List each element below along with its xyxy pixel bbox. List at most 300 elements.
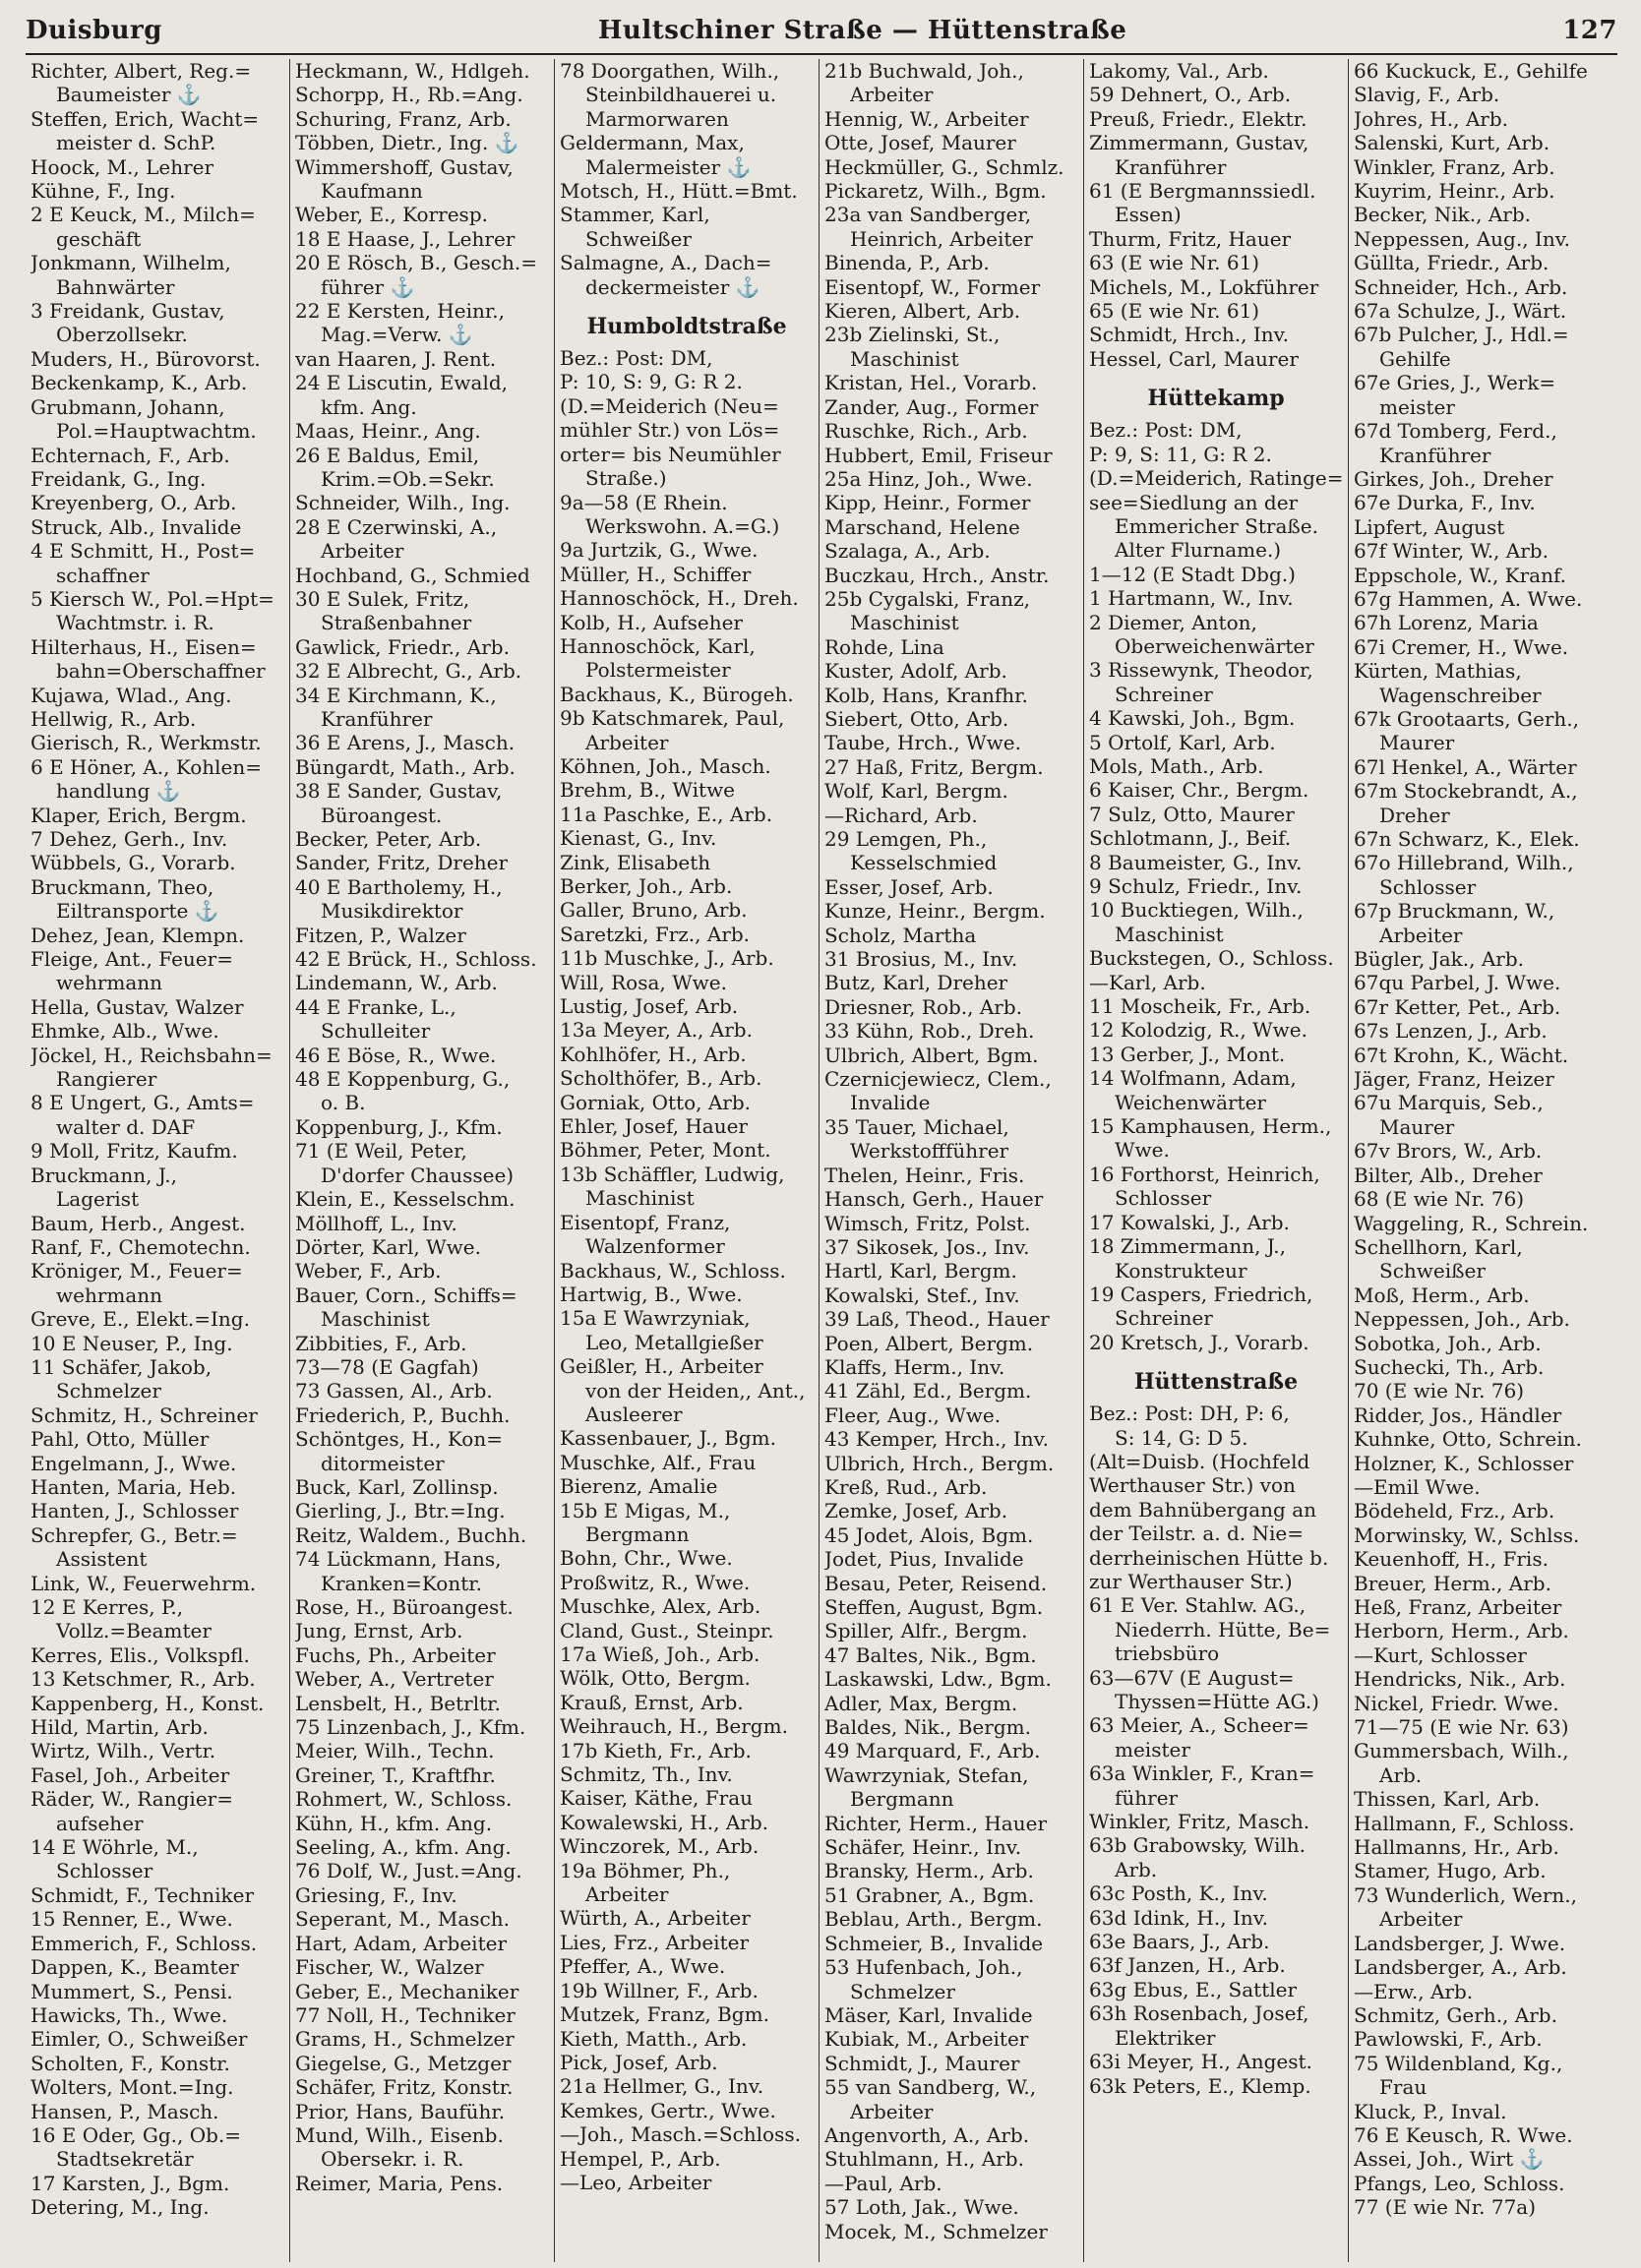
resident-entry: Stamer, Hugo, Arb. xyxy=(1354,1859,1547,1883)
resident-entry: Kühne, F., Ing. xyxy=(30,179,176,204)
resident-entry: Motsch, H., Hütt.=Bmt. xyxy=(560,179,798,204)
resident-entry: 7 Dehez, Gerh., Inv. xyxy=(30,827,228,851)
entry-continuation: Schreiner xyxy=(1115,682,1213,706)
entry-continuation: Stadtsekretär xyxy=(56,2147,194,2172)
resident-entry: Mocek, M., Schmelzer xyxy=(824,2219,1048,2243)
resident-entry: 67g Hammen, A. Wwe. xyxy=(1354,586,1583,611)
resident-entry: Schorpp, H., Rb.=Ang. xyxy=(295,83,523,107)
entry-continuation: walter d. DAF xyxy=(56,1114,196,1139)
page-number: 127 xyxy=(1562,16,1617,45)
resident-entry: Szalaga, A., Arb. xyxy=(824,539,991,564)
directory-column xyxy=(555,59,820,2262)
resident-entry: Mäser, Karl, Invalide xyxy=(824,2002,1033,2027)
resident-entry: Hild, Martin, Arb. xyxy=(30,1715,209,1740)
entry-continuation: kfm. Ang. xyxy=(321,394,417,419)
resident-entry: Lensbelt, H., Betrltr. xyxy=(295,1691,501,1715)
resident-entry: see=Siedlung an der xyxy=(1089,490,1299,514)
resident-entry: Backhaus, W., Schloss. xyxy=(560,1258,786,1283)
resident-entry: Bierenz, Amalie xyxy=(560,1474,718,1499)
resident-entry: 63k Peters, E., Klemp. xyxy=(1089,2073,1311,2098)
resident-entry: Neppessen, Joh., Arb. xyxy=(1354,1307,1570,1332)
resident-entry: Weber, A., Vertreter xyxy=(295,1667,494,1692)
entry-continuation: Wagenschreiber xyxy=(1379,683,1542,707)
entry-continuation: D'dorfer Chaussee) xyxy=(321,1163,515,1187)
resident-entry: Hansen, P., Masch. xyxy=(30,2099,219,2123)
entry-continuation: Frau xyxy=(1379,2075,1428,2100)
resident-entry: 63 (E wie Nr. 61) xyxy=(1089,251,1260,275)
resident-entry: Otte, Josef, Maurer xyxy=(824,131,1016,155)
resident-entry: Fischer, W., Walzer xyxy=(295,1955,484,1980)
entry-continuation: S: 14, G: D 5. xyxy=(1115,1425,1248,1450)
resident-entry: Hempel, P., Arb. xyxy=(560,2146,721,2171)
resident-entry: 11a Paschke, E., Arb. xyxy=(560,802,773,826)
resident-entry: 19a Böhmer, Ph., xyxy=(560,1858,731,1882)
resident-entry: dem Bahnübergang an xyxy=(1089,1497,1316,1522)
resident-entry: Kieren, Albert, Arb. xyxy=(824,299,1021,324)
entry-continuation: Kranführer xyxy=(1115,154,1227,179)
resident-entry: Echternach, F., Arb. xyxy=(30,443,230,467)
resident-entry: Fuchs, Ph., Arbeiter xyxy=(295,1642,496,1667)
resident-entry: Kolb, Hans, Kranfhr. xyxy=(824,683,1028,707)
entry-continuation: triebsbüro xyxy=(1115,1641,1220,1666)
resident-entry: Marschand, Helene xyxy=(824,514,1020,539)
resident-entry: 67e Durka, F., Inv. xyxy=(1354,491,1536,515)
resident-entry: Geißler, H., Arbeiter xyxy=(560,1354,763,1379)
resident-entry: Werthauser Str.) von xyxy=(1089,1473,1296,1498)
resident-entry: Morwinsky, W., Schlss. xyxy=(1354,1522,1580,1547)
resident-entry: 23a van Sandberger, xyxy=(824,203,1032,227)
resident-entry: Klaper, Erich, Bergm. xyxy=(30,803,247,827)
resident-entry: Kühn, H., kfm. Ang. xyxy=(295,1811,493,1835)
resident-entry: 17b Kieth, Fr., Arb. xyxy=(560,1738,752,1762)
resident-entry: 67s Lenzen, J., Arb. xyxy=(1354,1019,1548,1044)
resident-entry: Schuring, Franz, Arb. xyxy=(295,106,512,131)
entry-continuation: Maschinist xyxy=(1115,922,1224,946)
entry-continuation: Eiltransporte ⚓ xyxy=(56,899,219,924)
directory-column xyxy=(820,59,1084,2262)
resident-entry: Beblau, Arth., Bergm. xyxy=(824,1907,1043,1932)
resident-entry: Schöntges, H., Kon= xyxy=(295,1427,503,1452)
resident-entry: Hart, Adam, Arbeiter xyxy=(295,1931,507,1955)
resident-entry: Herborn, Herm., Arb. xyxy=(1354,1619,1569,1643)
resident-entry: Mols, Math., Arb. xyxy=(1089,753,1264,778)
resident-entry: Reimer, Maria, Pens. xyxy=(295,2171,504,2195)
resident-entry: Hallmanns, Hr., Arb. xyxy=(1354,1835,1559,1860)
resident-entry: 29 Lemgen, Ph., xyxy=(824,827,988,851)
resident-entry: Becker, Nik., Arb. xyxy=(1354,203,1532,227)
resident-entry: 8 Baumeister, G., Inv. xyxy=(1089,850,1303,874)
resident-entry: 16 E Oder, Gg., Ob.= xyxy=(30,2122,242,2147)
resident-entry: Kluck, P., Inval. xyxy=(1354,2099,1507,2123)
resident-entry: Hessel, Carl, Maurer xyxy=(1089,346,1299,371)
entry-continuation: Obersekr. i. R. xyxy=(321,2147,464,2172)
resident-entry: Gawlick, Friedr., Arb. xyxy=(295,634,510,659)
resident-entry: Scholz, Martha xyxy=(824,923,977,947)
resident-entry: —Paul, Arb. xyxy=(824,2171,942,2195)
entry-continuation: Schlosser xyxy=(1115,1186,1212,1211)
entry-continuation: Kesselschmied xyxy=(850,851,998,875)
resident-entry: Würth, A., Arbeiter xyxy=(560,1906,751,1931)
resident-entry: Ranf, F., Chemotechn. xyxy=(30,1234,251,1259)
resident-entry: 25a Hinz, Joh., Wwe. xyxy=(824,466,1033,491)
entry-continuation: Heinrich, Arbeiter xyxy=(850,226,1033,251)
entry-continuation: Arbeiter xyxy=(850,83,934,107)
resident-entry: Weber, E., Korresp. xyxy=(295,203,488,227)
resident-entry: Schmidt, F., Techniker xyxy=(30,1882,255,1907)
resident-entry: 11b Muschke, J., Arb. xyxy=(560,946,774,971)
entry-continuation: Maschinist xyxy=(585,1186,695,1211)
resident-entry: 25b Cygalski, Franz, xyxy=(824,586,1030,611)
resident-entry: Möllhoff, L., Inv. xyxy=(295,1211,457,1235)
entry-continuation: deckermeister ⚓ xyxy=(585,274,760,299)
resident-entry: Buck, Karl, Zollinsp. xyxy=(295,1474,499,1499)
resident-entry: 53 Hufenbach, Joh., xyxy=(824,1955,1023,1980)
resident-entry: 15 Kamphausen, Herm., xyxy=(1089,1114,1332,1139)
resident-entry: 48 E Koppenburg, G., xyxy=(295,1067,511,1092)
resident-entry: Kunze, Heinr., Bergm. xyxy=(824,899,1046,924)
resident-entry: Müller, H., Schiffer xyxy=(560,562,752,586)
resident-entry: Fleige, Ant., Feuer= xyxy=(30,947,233,972)
resident-entry: Winczorek, M., Arb. xyxy=(560,1834,760,1859)
entry-continuation: Bahnwärter xyxy=(56,274,175,299)
resident-entry: Thurm, Fritz, Hauer xyxy=(1089,226,1292,251)
resident-entry: —Kurt, Schlosser xyxy=(1354,1642,1527,1667)
resident-entry: 30 E Sulek, Fritz, xyxy=(295,586,470,611)
resident-entry: 40 E Bartholemy, H., xyxy=(295,874,503,899)
resident-entry: Hennig, W., Arbeiter xyxy=(824,106,1029,131)
entry-continuation: Niederrh. Hütte, Be= xyxy=(1115,1617,1331,1641)
resident-entry: 78 Doorgathen, Wilh., xyxy=(560,59,780,83)
entry-continuation: Marmorwaren xyxy=(585,106,729,131)
resident-entry: Wimsch, Fritz, Polst. xyxy=(824,1211,1031,1235)
entry-continuation: geschäft xyxy=(56,226,142,251)
resident-entry: Griesing, F., Inv. xyxy=(295,1882,457,1907)
resident-entry: Kuster, Adolf, Arb. xyxy=(824,659,1007,684)
resident-entry: 67b Pulcher, J., Hdl.= xyxy=(1354,323,1569,347)
resident-entry: 43 Kemper, Hrch., Inv. xyxy=(824,1427,1049,1452)
resident-entry: Hilterhaus, H., Eisen= xyxy=(30,634,257,659)
resident-entry: Hartwig, B., Wwe. xyxy=(560,1282,743,1306)
entry-continuation: Schulleiter xyxy=(321,1019,431,1044)
resident-entry: 36 E Arens, J., Masch. xyxy=(295,731,516,755)
resident-entry: 42 E Brück, H., Schloss. xyxy=(295,947,537,972)
resident-entry: Hellwig, R., Arb. xyxy=(30,706,197,731)
resident-entry: 63—67V (E August= xyxy=(1089,1665,1295,1690)
resident-entry: Zander, Aug., Former xyxy=(824,394,1039,419)
resident-entry: 24 E Liscutin, Ewald, xyxy=(295,371,509,395)
resident-entry: —Erw., Arb. xyxy=(1354,1979,1474,2003)
resident-entry: 67i Cremer, H., Wwe. xyxy=(1354,634,1569,659)
resident-entry: Lakomy, Val., Arb. xyxy=(1089,59,1269,83)
resident-entry: Binenda, P., Arb. xyxy=(824,251,990,275)
resident-entry: 47 Baltes, Nik., Bgm. xyxy=(824,1642,1037,1667)
resident-entry: 16 Forthorst, Heinrich, xyxy=(1089,1162,1320,1186)
resident-entry: Hendricks, Nik., Arb. xyxy=(1354,1667,1566,1692)
resident-entry: Hanten, Maria, Heb. xyxy=(30,1474,237,1499)
resident-entry: 23b Zielinski, St., xyxy=(824,323,1001,347)
resident-entry: 63f Janzen, H., Arb. xyxy=(1089,1953,1286,1978)
resident-entry: 3 Freidank, Gustav, xyxy=(30,299,225,324)
resident-entry: Bransky, Herm., Arb. xyxy=(824,1859,1034,1883)
resident-entry: Slavig, F., Arb. xyxy=(1354,83,1500,107)
resident-entry: 77 (E wie Nr. 77a) xyxy=(1354,2195,1537,2220)
entry-continuation: Werkswohn. A.=G.) xyxy=(585,513,780,538)
resident-entry: P: 9, S: 11, G: R 2. xyxy=(1089,442,1272,466)
resident-entry: Kröniger, M., Feuer= xyxy=(30,1259,243,1283)
resident-entry: 63 Meier, A., Scheer= xyxy=(1089,1713,1309,1738)
city-name: Duisburg xyxy=(26,16,162,45)
resident-entry: Richter, Albert, Reg.= xyxy=(30,59,252,83)
resident-entry: Eppschole, W., Kranf. xyxy=(1354,563,1567,587)
resident-entry: Kipp, Heinr., Former xyxy=(824,491,1031,515)
resident-entry: Gierling, J., Btr.=Ing. xyxy=(295,1499,506,1523)
resident-entry: Kuyrim, Heinr., Arb. xyxy=(1354,179,1555,204)
resident-entry: Girkes, Joh., Dreher xyxy=(1354,466,1553,491)
resident-entry: Rohde, Lina xyxy=(824,634,944,659)
resident-entry: Wolf, Karl, Bergm. xyxy=(824,779,1008,804)
resident-entry: Wimmershoff, Gustav, xyxy=(295,154,514,179)
resident-entry: Klein, E., Kesselschm. xyxy=(295,1187,516,1212)
resident-entry: 41 Zähl, Ed., Bergm. xyxy=(824,1379,1032,1403)
resident-entry: Schellhorn, Karl, xyxy=(1354,1234,1523,1259)
resident-entry: 22 E Kersten, Heinr., xyxy=(295,299,505,324)
directory-columns xyxy=(26,59,1617,2262)
entry-continuation: Invalide xyxy=(850,1091,931,1115)
directory-column xyxy=(26,59,290,2262)
entry-continuation: Schmelzer xyxy=(850,1979,955,2003)
entry-continuation: Kranführer xyxy=(321,706,433,731)
resident-entry: Mummert, S., Pensi. xyxy=(30,1979,233,2003)
resident-entry: Kuhnke, Otto, Schrein. xyxy=(1354,1427,1582,1452)
resident-entry: 63b Grabowsky, Wilh. xyxy=(1089,1833,1307,1858)
entry-continuation: wehrmann xyxy=(56,971,163,995)
resident-entry: Gummersbach, Wilh., xyxy=(1354,1739,1569,1763)
street-range: Hultschiner Straße — Hüttenstraße xyxy=(597,16,1127,45)
resident-entry: 11 Schäfer, Jakob, xyxy=(30,1354,213,1379)
resident-entry: Hochband, G., Schmied xyxy=(295,563,530,587)
resident-entry: Saretzki, Frz., Arb. xyxy=(560,922,751,946)
entry-continuation: Arb. xyxy=(1115,1857,1158,1881)
resident-entry: Eisentopf, Franz, xyxy=(560,1210,731,1234)
resident-entry: 39 Laß, Theod., Hauer xyxy=(824,1307,1050,1332)
entry-continuation: Alter Flurname.) xyxy=(1115,538,1282,563)
resident-entry: Kienast, G., Inv. xyxy=(560,826,717,851)
resident-entry: Laskawski, Ldw., Bgm. xyxy=(824,1667,1052,1692)
resident-entry: Schlotmann, J., Beif. xyxy=(1089,826,1292,851)
resident-entry: Richter, Herm., Hauer xyxy=(824,1811,1048,1835)
resident-entry: Kaiser, Käthe, Frau xyxy=(560,1786,754,1811)
resident-entry: Eisentopf, W., Former xyxy=(824,274,1041,299)
resident-entry: 76 E Keusch, R. Wwe. xyxy=(1354,2122,1573,2147)
resident-entry: 7 Sulz, Otto, Maurer xyxy=(1089,802,1295,826)
resident-entry: 67u Marquis, Seb., xyxy=(1354,1091,1544,1115)
resident-entry: Galler, Bruno, Arb. xyxy=(560,898,748,923)
resident-entry: 10 Bucktiegen, Wilh., xyxy=(1089,898,1304,923)
resident-entry: Kowalski, Stef., Inv. xyxy=(824,1283,1020,1307)
entry-continuation: o. B. xyxy=(321,1091,366,1115)
entry-continuation: Büroangest. xyxy=(321,803,443,827)
resident-entry: Gierisch, R., Werkmstr. xyxy=(30,731,262,755)
resident-entry: P: 10, S: 9, G: R 2. xyxy=(560,370,743,394)
resident-entry: 63d Idink, H., Inv. xyxy=(1089,1905,1269,1930)
resident-entry: 71—75 (E wie Nr. 63) xyxy=(1354,1715,1569,1740)
entry-continuation: Kaufmann xyxy=(321,179,423,204)
resident-entry: Fitzen, P., Walzer xyxy=(295,923,466,947)
entry-continuation: Baumeister ⚓ xyxy=(56,83,202,107)
entry-continuation: Schlosser xyxy=(1379,874,1477,899)
entry-continuation: führer ⚓ xyxy=(321,274,415,299)
resident-entry: 59 Dehnert, O., Arb. xyxy=(1089,83,1292,107)
resident-entry: 19 Caspers, Friedrich, xyxy=(1089,1282,1313,1306)
resident-entry: 38 E Sander, Gustav, xyxy=(295,779,503,804)
resident-entry: Lipfert, August xyxy=(1354,514,1505,539)
resident-entry: 67d Tomberg, Ferd., xyxy=(1354,419,1557,444)
resident-entry: 73—78 (E Gagfah) xyxy=(295,1354,479,1379)
resident-entry: Fasel, Joh., Arbeiter xyxy=(30,1762,230,1787)
resident-entry: 45 Jodet, Alois, Bgm. xyxy=(824,1522,1034,1547)
resident-entry: 67l Henkel, A., Wärter xyxy=(1354,754,1577,779)
resident-entry: 65 (E wie Nr. 61) xyxy=(1089,299,1260,324)
entry-continuation: Wachtmstr. i. R. xyxy=(56,611,214,635)
resident-entry: Johres, H., Arb. xyxy=(1354,106,1508,131)
resident-entry: 63e Baars, J., Arb. xyxy=(1089,1930,1270,1954)
resident-entry: Ulbrich, Albert, Bgm. xyxy=(824,1043,1039,1067)
resident-entry: Gorniak, Otto, Arb. xyxy=(560,1090,752,1114)
resident-entry: Heckmüller, G., Schmlz. xyxy=(824,154,1064,179)
resident-entry: 14 E Wöhrle, M., xyxy=(30,1835,199,1860)
resident-entry: Ehmke, Alb., Wwe. xyxy=(30,1019,219,1044)
resident-entry: Bez.: Post: DM, xyxy=(1089,418,1243,443)
entry-continuation: Assistent xyxy=(56,1547,148,1572)
resident-entry: Bruckmann, J., xyxy=(30,1163,178,1187)
resident-entry: Weber, F., Arb. xyxy=(295,1259,442,1283)
resident-entry: Hartl, Karl, Bergm. xyxy=(824,1259,1017,1283)
resident-entry: Geber, E., Mechaniker xyxy=(295,1979,519,2003)
entry-continuation: meister xyxy=(1379,394,1455,419)
resident-entry: Esser, Josef, Arb. xyxy=(824,874,994,899)
resident-entry: 3 Rissewynk, Theodor, xyxy=(1089,658,1313,683)
resident-entry: 28 E Czerwinski, A., xyxy=(295,514,498,539)
resident-entry: Schmitz, H., Schreiner xyxy=(30,1403,258,1427)
resident-entry: Thelen, Heinr., Fris. xyxy=(824,1163,1025,1187)
resident-entry: 6 Kaiser, Chr., Bergm. xyxy=(1089,778,1309,803)
entry-continuation: meister d. SchP. xyxy=(56,131,216,155)
entry-continuation: Schmelzer xyxy=(56,1379,161,1403)
resident-entry: 6 E Höner, A., Kohlen= xyxy=(30,754,263,779)
resident-entry: mühler Str.) von Lös= xyxy=(560,418,780,443)
resident-entry: Breuer, Herm., Arb. xyxy=(1354,1571,1551,1595)
resident-entry: Moß, Herm., Arb. xyxy=(1354,1283,1530,1307)
entry-continuation: Gehilfe xyxy=(1379,346,1451,371)
resident-entry: Lindemann, W., Arb. xyxy=(295,971,498,995)
entry-continuation: Wwe. xyxy=(1115,1138,1170,1163)
resident-entry: Schmitz, Th., Inv. xyxy=(560,1762,733,1787)
resident-entry: der Teilstr. a. d. Nie= xyxy=(1089,1522,1304,1546)
entry-continuation: Mag.=Verw. ⚓ xyxy=(321,323,473,347)
resident-entry: Steffen, August, Bgm. xyxy=(824,1595,1044,1619)
resident-entry: 51 Grabner, A., Bgm. xyxy=(824,1882,1035,1907)
resident-entry: Muders, H., Bürovorst. xyxy=(30,346,261,371)
resident-entry: Detering, M., Ing. xyxy=(30,2195,210,2220)
resident-entry: Heß, Franz, Arbeiter xyxy=(1354,1595,1562,1619)
resident-entry: Bödeheld, Frz., Arb. xyxy=(1354,1499,1555,1523)
resident-entry: Sander, Fritz, Dreher xyxy=(295,851,509,875)
resident-entry: Mutzek, Franz, Bgm. xyxy=(560,2002,769,2027)
entry-continuation: Ausleerer xyxy=(585,1402,683,1426)
resident-entry: 75 Wildenbland, Kg., xyxy=(1354,2051,1563,2075)
resident-entry: Assei, Joh., Wirt ⚓ xyxy=(1354,2147,1545,2172)
resident-entry: Beckenkamp, K., Arb. xyxy=(30,371,248,395)
resident-entry: Kieth, Matth., Arb. xyxy=(560,2026,748,2051)
resident-entry: Dehez, Jean, Klempn. xyxy=(30,923,245,947)
entry-continuation: Kranführer xyxy=(1379,443,1491,467)
resident-entry: Emmerich, F., Schloss. xyxy=(30,1931,258,1955)
entry-continuation: von der Heiden,, Ant., xyxy=(585,1378,806,1403)
resident-entry: Zimmermann, Gustav, xyxy=(1089,131,1309,155)
resident-entry: 13 Gerber, J., Mont. xyxy=(1089,1042,1286,1066)
entry-continuation: Weichenwärter xyxy=(1115,1090,1266,1114)
entry-continuation: Arbeiter xyxy=(585,1882,669,1907)
entry-continuation: Maurer xyxy=(1379,1114,1455,1139)
resident-entry: Ehler, Josef, Hauer xyxy=(560,1114,748,1139)
resident-entry: Hanten, J., Schlosser xyxy=(30,1499,239,1523)
entry-continuation: Straßenbahner xyxy=(321,611,472,635)
resident-entry: 63g Ebus, E., Sattler xyxy=(1089,1977,1298,2001)
resident-entry: —Richard, Arb. xyxy=(824,803,978,827)
entry-continuation: Malermeister ⚓ xyxy=(585,154,752,179)
entry-continuation: Arb. xyxy=(1379,1762,1423,1787)
resident-entry: 1 Hartmann, W., Inv. xyxy=(1089,586,1294,611)
entry-continuation: Oberzollsekr. xyxy=(56,323,188,347)
resident-entry: Suchecki, Th., Arb. xyxy=(1354,1354,1545,1379)
resident-entry: Backhaus, K., Bürogeh. xyxy=(560,682,794,706)
resident-entry: Kolb, H., Aufseher xyxy=(560,610,743,634)
resident-entry: Jöckel, H., Reichsbahn= xyxy=(30,1043,273,1067)
entry-continuation: Arbeiter xyxy=(850,2099,934,2123)
resident-entry: 12 E Kerres, P., xyxy=(30,1595,184,1619)
resident-entry: Czernicjewiecz, Clem., xyxy=(824,1067,1052,1092)
entry-continuation: Maschinist xyxy=(850,611,959,635)
resident-entry: 70 (E wie Nr. 76) xyxy=(1354,1379,1525,1403)
resident-entry: 66 Kuckuck, E., Gehilfe xyxy=(1354,59,1588,83)
resident-entry: 44 E Franke, L., xyxy=(295,994,456,1019)
entry-continuation: Maschinist xyxy=(850,346,959,371)
resident-entry: 20 E Rösch, B., Gesch.= xyxy=(295,251,537,275)
resident-entry: 11 Moscheik, Fr., Arb. xyxy=(1089,994,1311,1019)
resident-entry: Waggeling, R., Schrein. xyxy=(1354,1211,1589,1235)
resident-entry: 67n Schwarz, K., Elek. xyxy=(1354,827,1580,851)
resident-entry: 67k Grootaarts, Gerh., xyxy=(1354,706,1579,731)
resident-entry: Maas, Heinr., Ang. xyxy=(295,419,481,444)
resident-entry: Dörter, Karl, Wwe. xyxy=(295,1234,481,1259)
resident-entry: 4 Kawski, Joh., Bgm. xyxy=(1089,706,1296,731)
resident-entry: Weihrauch, H., Bergm. xyxy=(560,1714,788,1739)
resident-entry: Bügler, Jak., Arb. xyxy=(1354,947,1524,972)
resident-entry: Will, Rosa, Wwe. xyxy=(560,970,727,994)
resident-entry: 2 Diemer, Anton, xyxy=(1089,610,1257,634)
resident-entry: 67p Bruckmann, W., xyxy=(1354,899,1555,924)
resident-entry: Landsberger, A., Arb. xyxy=(1354,1955,1567,1980)
resident-entry: 34 E Kirchmann, K., xyxy=(295,683,497,707)
resident-entry: Koppenburg, J., Kfm. xyxy=(295,1114,503,1139)
resident-entry: Besau, Peter, Reisend. xyxy=(824,1571,1048,1595)
resident-entry: 67h Lorenz, Maria xyxy=(1354,611,1539,635)
entry-continuation: Arbeiter xyxy=(321,539,404,564)
resident-entry: 21b Buchwald, Joh., xyxy=(824,59,1024,83)
resident-entry: Büngardt, Math., Arb. xyxy=(295,754,516,779)
resident-entry: Kerres, Elis., Volkspfl. xyxy=(30,1642,250,1667)
resident-entry: 76 Dolf, W., Just.=Ang. xyxy=(295,1859,522,1883)
